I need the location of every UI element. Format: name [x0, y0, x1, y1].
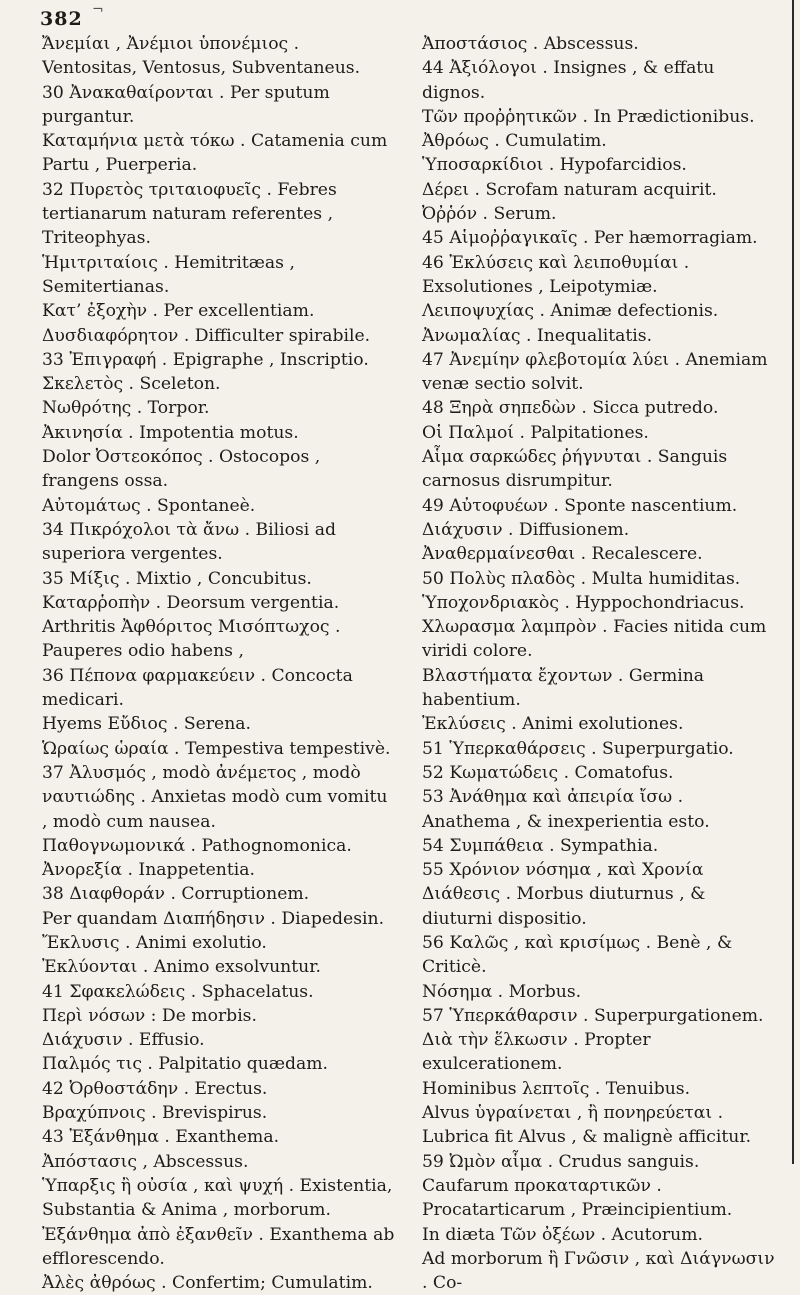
glossary-entry: Ἀναθερμαίνεσθαι . Recalescere. [422, 544, 703, 565]
glossary-entry: Ἀποστάσιος . Abscessus. [422, 34, 639, 54]
glossary-entry: 48 Ξηρὰ σηπεδὼν . Sicca putredo. [422, 398, 719, 419]
glossary-entry: Καταρῥοπὴν . Deorsum vergentia. [42, 592, 340, 613]
glossary-entry: Hominibus λεπτοῖς . Tenuibus. [422, 1078, 691, 1099]
glossary-entry: Per quandam Διαπήδησιν . Diapedesin. [42, 908, 385, 929]
glossary-entry: Διὰ τὴν ἕλκωσιν . Propter exulcerationem. [422, 1030, 651, 1075]
glossary-entry: Hyems Εὔδιος . Serena. [42, 714, 252, 735]
glossary-entry: Ὑποσαρκίδιοι . Hypofarcidios. [422, 155, 687, 176]
glossary-entry: Δέρει . Scrofam naturam acquirit. [422, 179, 717, 200]
glossary-entry: 32 Πυρετὸς τριταιοφυεῖς . Febres tertianarum naturam referentes , Triteophyas. [42, 179, 337, 249]
glossary-entry: 54 Συμπάθεια . Sympathia. [422, 835, 659, 856]
glossary-entry: 46 Ἐκλύσεις καὶ λειποθυμίαι . Exsolutiones , Leipotymiæ. [422, 252, 690, 297]
page-mark: ¬ [92, 2, 104, 18]
glossary-entry: Διάχυσιν . Effusio. [42, 1030, 205, 1051]
glossary-entry: 50 Πολὺς πλαδὸς . Multa humiditas. [422, 568, 741, 589]
glossary-entry: Σκελετὸς . Sceleton. [42, 374, 221, 395]
glossary-entry: Ἀθρόως . Cumulatim. [422, 131, 607, 152]
glossary-entry: 57 Ὑπερκάθαρσιν . Superpurgationem. [422, 1005, 764, 1026]
glossary-entry: Ἔκλυσις . Animi exolutio. [42, 932, 267, 953]
glossary-entry: Ὀῤῥόν . Serum. [422, 204, 557, 225]
glossary-entry: Ἡμιτριταίοις . Hemitritæas , Semitertianas. [42, 252, 295, 297]
glossary-entry: Ἐκλύονται . Animo exsolvuntur. [42, 957, 322, 978]
glossary-entry: In diæta Τῶν ὀξέων . Acutorum. [422, 1224, 703, 1245]
glossary-entry: Alvus ὑγραίνεται , ἢ πονηρεύεται . Lubrica fit Alvus , & malignè afficitur. [422, 1103, 752, 1148]
glossary-entry: 35 Μίξις . Mixtio , Concubitus. [42, 568, 312, 589]
glossary-entry: 52 Κωματώδεις . Comatofus. [422, 762, 674, 783]
glossary-entry: Caufarum προκαταρτικῶν . Procatarticarum , Præincipientium. [422, 1175, 733, 1221]
glossary-entry: Ἀνωμαλίας . Inequalitatis. [422, 325, 653, 346]
glossary-entry: Παθογνωμονικά . Pathognomonica. [42, 835, 352, 856]
glossary-entry: Βραχύπνοις . Brevispirus. [42, 1103, 268, 1124]
glossary-entry: Ὡραίως ὡραία . Tempestiva tempestivè. [42, 738, 391, 759]
glossary-entry: Δυσδιαφόρητον . Difficulter spirabile. [42, 325, 371, 346]
glossary-entry: Ἀπόστασις , Abscessus. [42, 1151, 249, 1172]
glossary-entry: Αἷμα σαρκώδες ῥήγνυται . Sanguis carnosus disrumpitur. [422, 447, 728, 492]
glossary-entry: 30 Ἀνακαθαίρονται . Per sputum purgantur. [42, 82, 330, 127]
glossary-entry: Τῶν προῤῥητικῶν . In Prædictionibus. [422, 106, 755, 127]
right-column [422, 32, 776, 1294]
glossary-entry: Νωθρότης . Torpor. [42, 398, 210, 419]
glossary-entry: 59 Ὠμὸν αἷμα . Crudus sanguis. [422, 1151, 700, 1172]
glossary-entry: Ἀκινησία . Impotentia motus. [42, 422, 299, 443]
glossary-entry: Κατ’ ἐξοχὴν . Per excellentiam. [42, 301, 315, 322]
glossary-entry: Οἱ Παλμοί . Palpitationes. [422, 422, 649, 443]
glossary-entry: Παλμός τις . Palpitatio quædam. [42, 1054, 329, 1075]
glossary-entry: Αὐτομάτως . Spontaneè. [42, 495, 256, 516]
glossary-entry: Ἀνορεξία . Inappetentia. [42, 860, 255, 881]
page-edge-rule [792, 0, 794, 1164]
glossary-entry: 41 Σφακελώδεις . Sphacelatus. [42, 981, 314, 1002]
glossary-entry: Καταμήνια μετὰ τόκω . Catamenia cum Partu , Puerperia. [42, 131, 388, 176]
glossary-columns [42, 32, 776, 1294]
glossary-entry: 44 Ἀξιόλογοι . Insignes , & effatu dignos. [422, 58, 715, 103]
glossary-entry: Βλαστήματα ἔχοντων . Germina habentium. [422, 665, 705, 711]
glossary-entry: 36 Πέπονα φαρμακεύειν . Concocta medicari. [42, 665, 353, 711]
glossary-entry: 43 Ἐξάνθημα . Exanthema. [42, 1127, 280, 1148]
glossary-entry: 33 Ἐπιγραφή . Epigraphe , Inscriptio. [42, 349, 369, 370]
left-column [42, 32, 396, 1294]
glossary-entry: Dolor Ὀστεοκόπος . Ostocopos , frangens ossa. [42, 447, 321, 492]
glossary-entry: Ἄνεμίαι , Ἀνέμιοι ὑπονέμιος . Ventositas, Ventosus, Subventaneus. [42, 34, 361, 79]
glossary-entry: 47 Ἀνεμίην φλεβοτομία λύει . Anemiam venæ sectio solvit. [422, 349, 768, 395]
glossary-entry: 51 Ὑπερκαθάρσεις . Superpurgatio. [422, 738, 734, 759]
glossary-entry: Ὑποχονδριακὸς . Hyppochondriacus. [422, 592, 745, 613]
glossary-entry: 34 Πικρόχολοι τὰ ἄνω . Biliosi ad superiora vergentes. [42, 519, 337, 565]
glossary-entry: Ὑπαρξις ἢ οὐσία , καὶ ψυχή . Existentia, Substantia & Anima , morborum. [42, 1175, 393, 1221]
glossary-entry: Ἐξάνθημα ἀπὸ ἐξανθεῖν . Exanthema ab efflorescendo. [42, 1224, 395, 1269]
glossary-entry: Ἀλὲς ἀθρόως . Confertim; Cumulatim. [42, 1273, 373, 1294]
glossary-entry: Διάχυσιν . Diffusionem. [422, 519, 630, 540]
glossary-entry: Χλωρασμα λαμπρὸν . Facies nitida cum viridi colore. [422, 617, 767, 662]
glossary-entry: 42 Ὀρθοστάδην . Erectus. [42, 1078, 268, 1099]
glossary-entry: Ἐκλύσεις . Animi exolutiones. [422, 714, 684, 735]
glossary-entry: 45 Αἱμοῤῥαγικαῖς . Per hæmorragiam. [422, 228, 758, 249]
glossary-entry: Arthritis Ἀφθόριτος Μισόπτωχος . Pauperes odio habens , [42, 617, 341, 662]
glossary-entry: 38 Διαφθοράν . Corruptionem. [42, 884, 310, 905]
page-number: 382 [40, 8, 83, 30]
glossary-entry: Περὶ νόσων : De morbis. [42, 1005, 257, 1026]
glossary-entry: 37 Ἀλυσμός , modò ἀνέμετος , modò ναυτιώδης . Anxietas modò cum vomitu , modò cum nausea. [42, 762, 388, 832]
glossary-entry: 56 Καλῶς , καὶ κρισίμως . Benè , & Criticè. [422, 932, 733, 978]
glossary-entry: 53 Ἀνάθημα καὶ ἀπειρία ἴσω . Anathema , & inexperientia esto. [422, 787, 710, 832]
glossary-entry: 55 Χρόνιον νόσημα , καὶ Χρονία Διάθεσις . Morbus diuturnus , & diuturni dispositio. [422, 860, 706, 929]
glossary-entry: 49 Αὐτοφυέων . Sponte nascentium. [422, 495, 738, 516]
glossary-entry: Νόσημα . Morbus. [422, 981, 582, 1002]
glossary-entry: Ad morborum ἢ Γνῶσιν , καὶ Διάγνωσιν . Co- [422, 1248, 775, 1294]
glossary-entry: Λειποψυχίας . Animæ defectionis. [422, 301, 719, 322]
